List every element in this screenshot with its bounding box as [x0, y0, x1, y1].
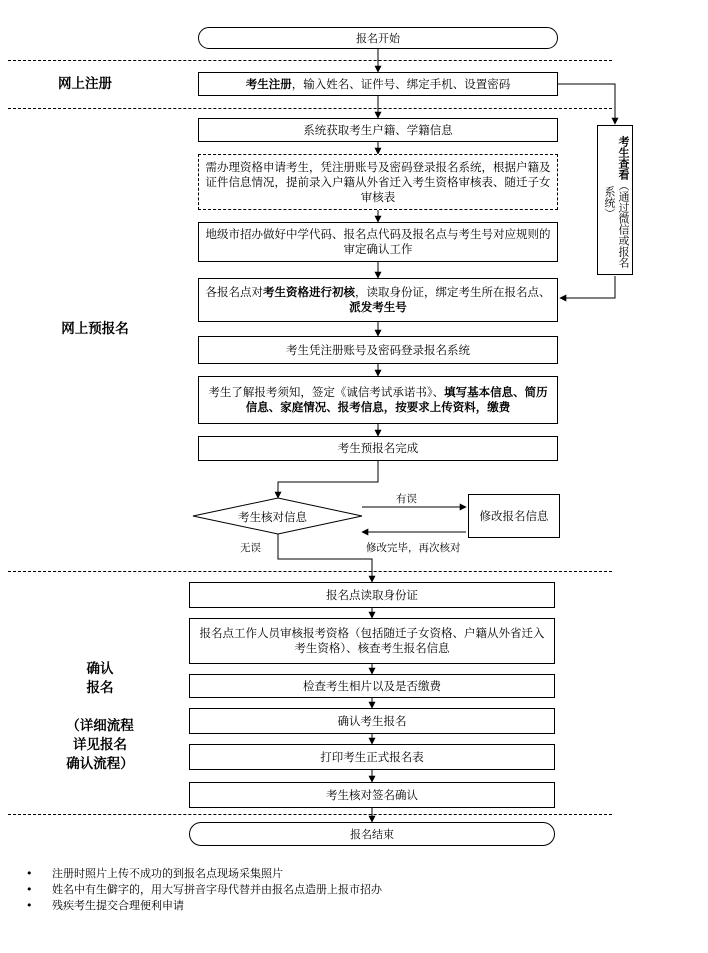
edge-label-recheck: 修改完毕，再次核对 [366, 542, 461, 554]
step-prereg-complete: 考生预报名完成 [198, 436, 558, 461]
step-code-rules: 地级市招办做好中学代码、报名点代码及报名点与考生号对应规则的审定确认工作 [198, 222, 558, 262]
section-label-confirm [50, 660, 150, 774]
connector [278, 461, 378, 498]
bullet-icon: • [26, 883, 33, 896]
connector [560, 276, 615, 298]
decision-label: 考生核对信息 [238, 510, 307, 524]
section-label-line: 确认 [86, 661, 114, 677]
side-candidate-view [597, 125, 633, 275]
note-text: 注册时照片上传不成功的到报名点现场采集照片 [52, 867, 283, 880]
step-text: 各报名点对 [205, 285, 263, 299]
section-label-line: 详见报名 [73, 737, 127, 753]
step-text-bold: 考生资格进行初核 [263, 285, 355, 299]
step-register [198, 72, 558, 96]
section-label-line: 报名 [86, 680, 114, 696]
step-fill-info [198, 376, 558, 424]
side-text: （通过微信或报名系统） [603, 180, 630, 268]
section-label-line: （详细流程 [66, 718, 134, 734]
step-staff-review: 报名点工作人员审核报考资格（包括随迁子女资格、户籍从外省迁入考生资格）、核查考生报名信息 [189, 618, 555, 664]
step-print-form: 打印考生正式报名表 [189, 744, 555, 770]
step-text: ，输入姓名、证件号、绑定手机、设置密码 [291, 76, 511, 91]
start-terminal: 报名开始 [198, 27, 558, 49]
note-item [26, 898, 382, 914]
side-text-bold: 考生查看 [617, 136, 630, 180]
step-sign-confirm: 考生核对签名确认 [189, 782, 555, 808]
step-text-bold: 填写基本信息、简历信息、家庭情况、报考信息，按要求上传资料，缴费 [245, 385, 548, 414]
step-login: 考生凭注册账号及密码登录报名系统 [198, 336, 558, 364]
connector [558, 84, 615, 124]
step-text: 考生了解报考须知，签定《诚信考试承诺书》、 [208, 385, 445, 399]
note-text: 残疾考生提交合理便利申请 [52, 899, 184, 912]
step-confirm-registration: 确认考生报名 [189, 708, 555, 734]
step-read-id: 报名点读取身份证 [189, 582, 555, 608]
section-label-line: 确认流程） [66, 756, 134, 772]
note-text: 姓名中有生僻字的，用大写拼音字母代替并由报名点造册上报市招办 [52, 883, 382, 896]
section-label-prereg: 网上预报名 [61, 321, 129, 337]
step-check-photo-fee: 检查考生相片以及是否缴费 [189, 674, 555, 698]
step-text-bold: 考生注册 [245, 76, 292, 91]
edge-label-ok: 无误 [240, 542, 261, 554]
step-text-bold: 派发考生号 [349, 300, 407, 314]
note-item [26, 866, 382, 882]
bullet-icon: • [26, 867, 33, 880]
end-terminal: 报名结束 [189, 822, 555, 846]
step-initial-review [198, 278, 558, 322]
step-qualification-apply: 需办理资格申请考生，凭注册账号及密码登录报名系统，根据户籍及证件信息情况，提前录入户籍从外省迁入考生资格审核表、随迁子女审核表 [198, 154, 558, 210]
step-modify-info: 修改报名信息 [468, 494, 560, 538]
step-text: ，读取身份证，绑定考生所在报名点、 [355, 285, 551, 299]
section-label-register: 网上注册 [58, 76, 112, 92]
edge-label-error: 有误 [396, 493, 417, 505]
note-item [26, 882, 382, 898]
notes-list [26, 866, 382, 914]
connector [278, 534, 372, 582]
step-fetch-records: 系统获取考生户籍、学籍信息 [198, 118, 558, 142]
bullet-icon: • [26, 899, 33, 912]
